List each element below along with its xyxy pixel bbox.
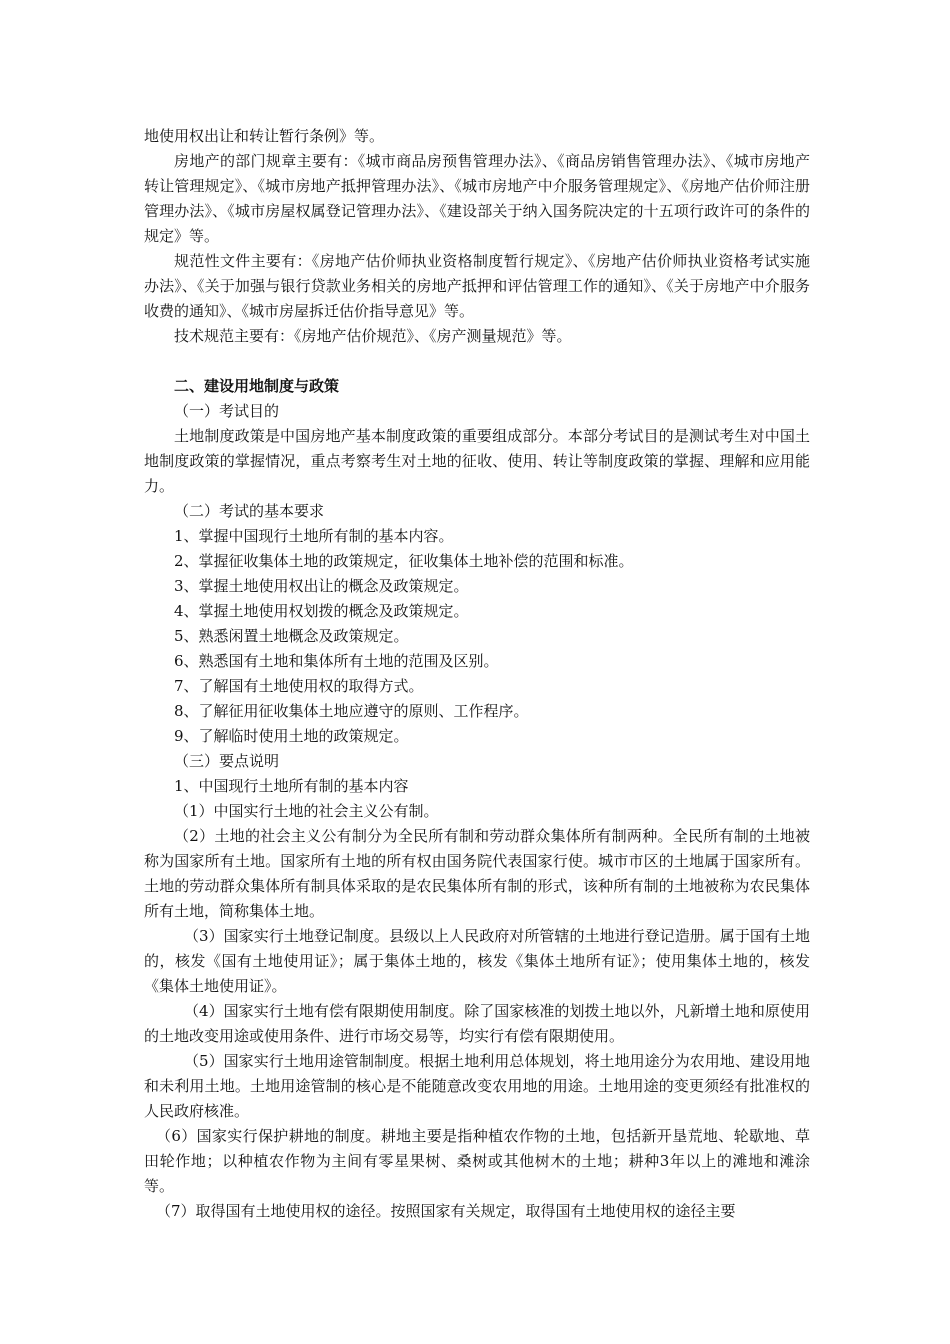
section-heading: 二、建设用地制度与政策 xyxy=(174,377,340,395)
list-item: 8、了解征用征收集体土地应遵守的原则、工作程序。 xyxy=(174,702,529,720)
subsection-heading: （二）考试的基本要求 xyxy=(174,502,325,520)
key-point-item: （2）土地的社会主义公有制分为全民所有制和劳动群众集体所有制两种。全民所有制的土地被称为国家所有土地。国家所有土地的所有权由国务院代表国家行使。城市市区的土地属于国家所有。土地的劳动群众集体所有制具体采取的是农民集体所有制的形式，该种所有制的土地被称为农民集体所有土地，简称集体土地。 xyxy=(144,827,810,920)
paragraph: 技术规范主要有：《房地产估价规范》、《房产测量规范》等。 xyxy=(174,327,572,345)
list-item: 2、掌握征收集体土地的政策规定，征收集体土地补偿的范围和标准。 xyxy=(174,552,634,570)
key-point-item: （5）国家实行土地用途管制制度。根据土地利用总体规划，将土地用途分为农用地、建设用地和未利用土地。土地用途管制的核心是不能随意改变农用地的用途。土地用途的变更须经有批准权的人民政府核准。 xyxy=(144,1052,810,1120)
document-body xyxy=(144,124,810,1224)
key-point-item: （7）取得国有土地使用权的途径。按照国家有关规定，取得国有土地使用权的途径主要 xyxy=(156,1202,736,1220)
key-point-item: （3）国家实行土地登记制度。县级以上人民政府对所管辖的土地进行登记造册。属于国有土地的，核发《国有土地使用证》；属于集体土地的，核发《集体土地所有证》；使用集体土地的，核发《集体土地使用证》。 xyxy=(144,927,810,995)
paragraph: 规范性文件主要有：《房地产估价师执业资格制度暂行规定》、《房地产估价师执业资格考试实施办法》、《关于加强与银行贷款业务相关的房地产抵押和评估管理工作的通知》、《关于房地产中介服务收费的通知》、《城市房屋拆迁估价指导意见》等。 xyxy=(144,252,810,320)
blank-line xyxy=(144,349,810,374)
key-point-item: （6）国家实行保护耕地的制度。耕地主要是指种植农作物的土地，包括新开垦荒地、轮歇地、草田轮作地；以种植农作物为主间有零星果树、桑树或其他树木的土地；耕种3年以上的滩地和滩涂等。 xyxy=(144,1127,810,1195)
list-item: 5、熟悉闲置土地概念及政策规定。 xyxy=(174,627,409,645)
key-point-heading: 1、中国现行土地所有制的基本内容 xyxy=(174,777,409,795)
list-item: 9、了解临时使用土地的政策规定。 xyxy=(174,727,409,745)
list-item: 4、掌握土地使用权划拨的概念及政策规定。 xyxy=(174,602,469,620)
list-item: 6、熟悉国有土地和集体所有土地的范围及区别。 xyxy=(174,652,499,670)
subsection-heading: （三）要点说明 xyxy=(174,752,280,770)
list-item: 1、掌握中国现行土地所有制的基本内容。 xyxy=(174,527,454,545)
key-point-item: （1）中国实行土地的社会主义公有制。 xyxy=(174,802,439,820)
paragraph: 土地制度政策是中国房地产基本制度政策的重要组成部分。本部分考试目的是测试考生对中国土地制度政策的掌握情况，重点考察考生对土地的征收、使用、转让等制度政策的掌握、理解和应用能力。 xyxy=(144,427,810,495)
subsection-heading: （一）考试目的 xyxy=(174,402,280,420)
key-point-item: （4）国家实行土地有偿有限期使用制度。除了国家核准的划拨土地以外，凡新增土地和原使用的土地改变用途或使用条件、进行市场交易等，均实行有偿有限期使用。 xyxy=(144,1002,810,1045)
list-item: 7、了解国有土地使用权的取得方式。 xyxy=(174,677,424,695)
list-item: 3、掌握土地使用权出让的概念及政策规定。 xyxy=(174,577,469,595)
paragraph: 地使用权出让和转让暂行条例》等。 xyxy=(144,127,385,145)
paragraph: 房地产的部门规章主要有：《城市商品房预售管理办法》、《商品房销售管理办法》、《城市房地产转让管理规定》、《城市房地产抵押管理办法》、《城市房地产中介服务管理规定》、《房地产估价师注册管理办法》、《城市房屋权属登记管理办法》、《建设部关于纳入国务院决定的十五项行政许可的条件的规定》等。 xyxy=(144,152,810,245)
